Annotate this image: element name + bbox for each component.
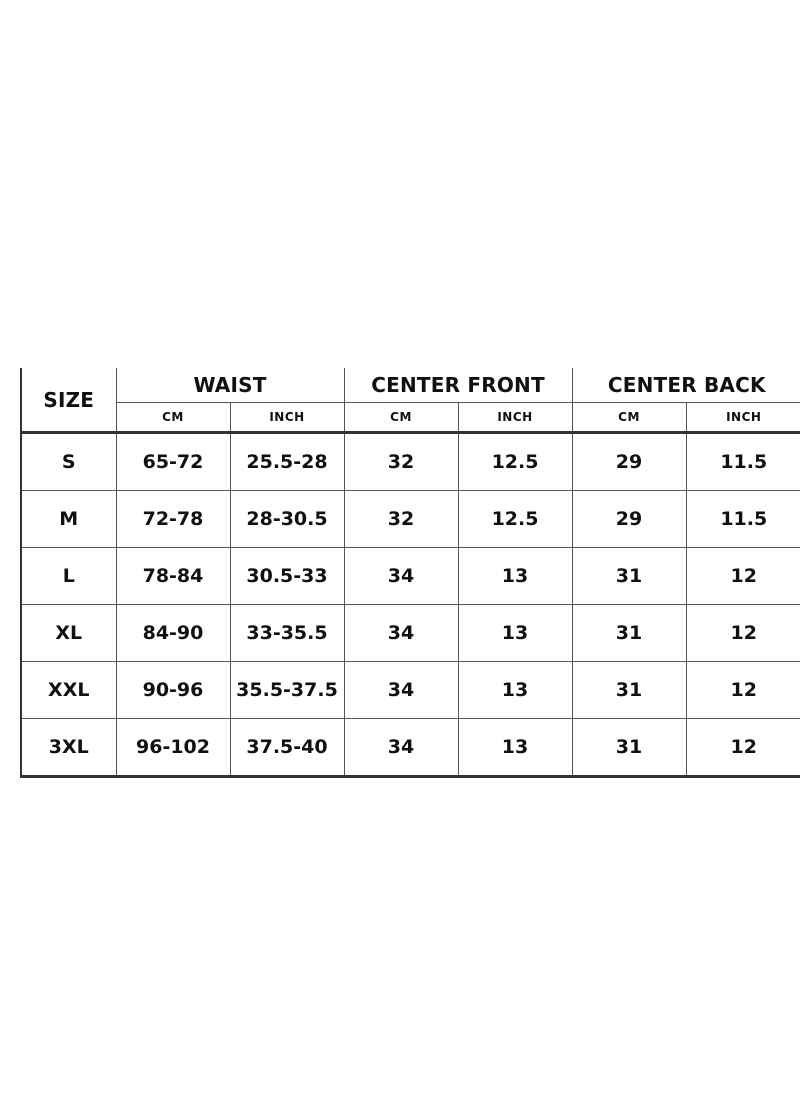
waist-cm-cell: 84-90 [116,605,230,662]
back-cm-cell: 31 [572,719,686,777]
waist-inch-cell: 25.5-28 [230,433,344,491]
back-inch-cell: 12 [686,605,800,662]
front-cm-cell: 34 [344,548,458,605]
center-front-group-header: CENTER FRONT [344,368,572,403]
front-inch-cell: 13 [458,662,572,719]
waist-inch-cell: 37.5-40 [230,719,344,777]
unit-header-back-cm: CM [572,403,686,433]
table-row [21,605,800,662]
table-row [21,662,800,719]
unit-header-front-inch: INCH [458,403,572,433]
waist-group-header: WAIST [116,368,344,403]
header-group-row [21,368,800,403]
waist-cm-cell: 96-102 [116,719,230,777]
front-cm-cell: 32 [344,433,458,491]
table-row [21,719,800,777]
unit-header-waist-cm: CM [116,403,230,433]
waist-cm-cell: 78-84 [116,548,230,605]
back-cm-cell: 31 [572,548,686,605]
size-cell: L [21,548,116,605]
size-column-header: SIZE [21,368,116,433]
back-cm-cell: 29 [572,491,686,548]
front-cm-cell: 34 [344,605,458,662]
waist-cm-cell: 65-72 [116,433,230,491]
back-inch-cell: 12 [686,548,800,605]
back-inch-cell: 12 [686,719,800,777]
unit-header-front-cm: CM [344,403,458,433]
front-inch-cell: 12.5 [458,491,572,548]
center-back-group-header: CENTER BACK [572,368,800,403]
header-unit-row [21,403,800,433]
back-inch-cell: 11.5 [686,433,800,491]
size-cell: XL [21,605,116,662]
back-inch-cell: 11.5 [686,491,800,548]
waist-inch-cell: 33-35.5 [230,605,344,662]
waist-inch-cell: 35.5-37.5 [230,662,344,719]
waist-cm-cell: 90-96 [116,662,230,719]
unit-header-back-inch: INCH [686,403,800,433]
size-cell: M [21,491,116,548]
size-cell: S [21,433,116,491]
size-cell: XXL [21,662,116,719]
front-inch-cell: 13 [458,548,572,605]
back-cm-cell: 31 [572,605,686,662]
front-cm-cell: 32 [344,491,458,548]
size-chart-table [20,368,800,778]
waist-cm-cell: 72-78 [116,491,230,548]
back-cm-cell: 31 [572,662,686,719]
waist-inch-cell: 30.5-33 [230,548,344,605]
front-inch-cell: 13 [458,719,572,777]
table-row [21,548,800,605]
size-cell: 3XL [21,719,116,777]
unit-header-waist-inch: INCH [230,403,344,433]
front-inch-cell: 13 [458,605,572,662]
front-inch-cell: 12.5 [458,433,572,491]
back-cm-cell: 29 [572,433,686,491]
table-row [21,433,800,491]
table-row [21,491,800,548]
front-cm-cell: 34 [344,662,458,719]
front-cm-cell: 34 [344,719,458,777]
waist-inch-cell: 28-30.5 [230,491,344,548]
back-inch-cell: 12 [686,662,800,719]
